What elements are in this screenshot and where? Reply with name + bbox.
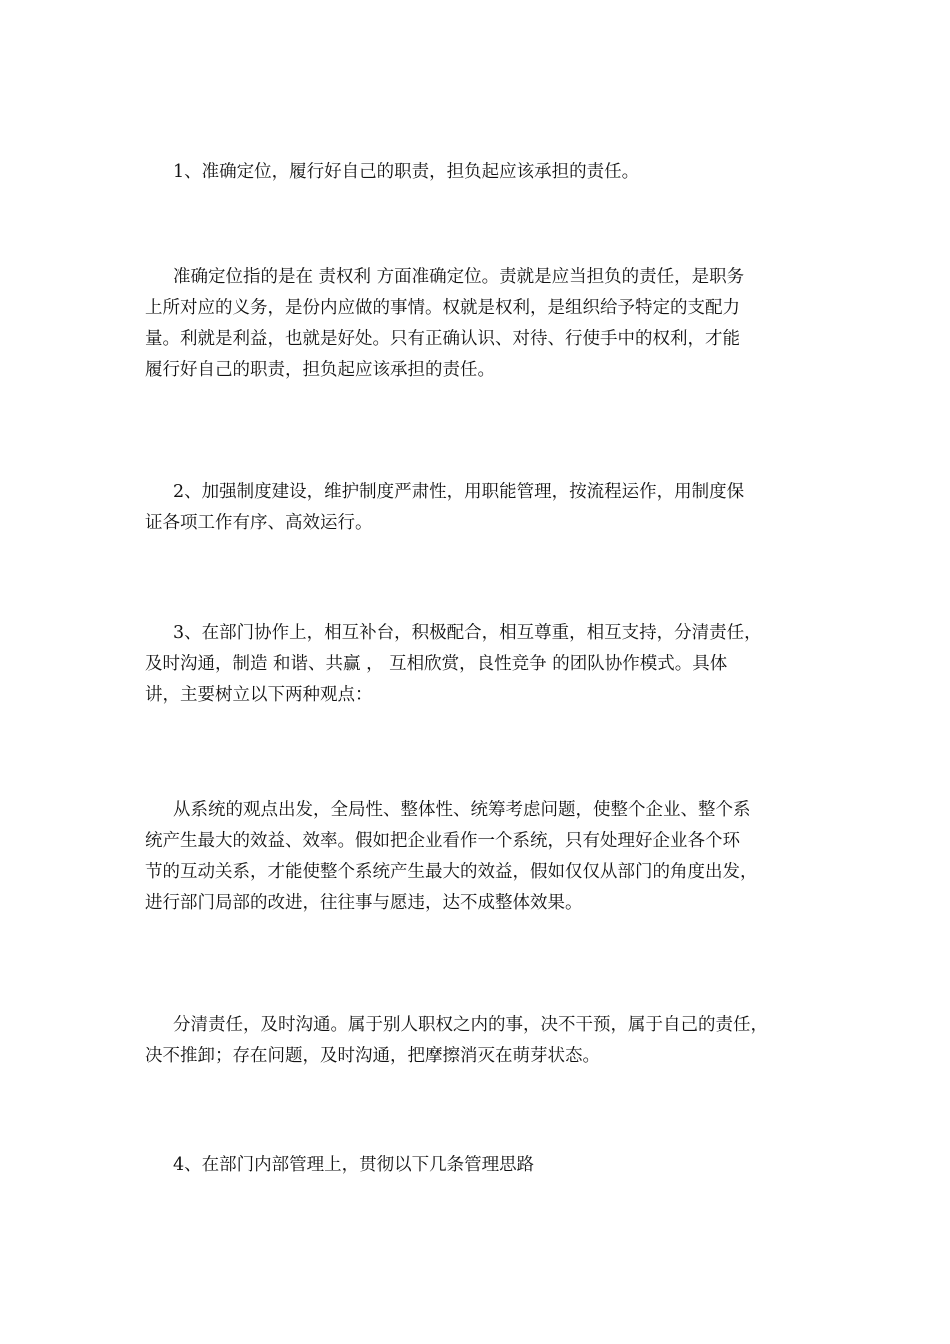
paragraph-line: 统产生最大的效益、效率。假如把企业看作一个系统，只有处理好企业各个环 xyxy=(145,831,740,851)
paragraph-line: 分清责任，及时沟通。属于别人职权之内的事，决不干预，属于自己的责任， xyxy=(173,1015,768,1035)
paragraph-1 xyxy=(145,157,805,188)
paragraph-line: 上所对应的义务，是份内应做的事情。权就是权利，是组织给予特定的支配力 xyxy=(145,298,740,318)
paragraph-line: 履行好自己的职责，担负起应该承担的责任。 xyxy=(145,360,495,380)
paragraph-line: 决不推卸；存在问题，及时沟通，把摩擦消灭在萌芽状态。 xyxy=(145,1046,600,1066)
paragraph-line: 1、准确定位，履行好自己的职责，担负起应该承担的责任。 xyxy=(173,162,640,182)
paragraph-line: 进行部门局部的改进，往往事与愿违，达不成整体效果。 xyxy=(145,893,583,913)
paragraph-line: 准确定位指的是在 责权利 方面准确定位。责就是应当担负的责任，是职务 xyxy=(173,267,745,287)
paragraph-5 xyxy=(145,795,805,919)
paragraph-6 xyxy=(145,1010,805,1072)
paragraph-line: 证各项工作有序、高效运行。 xyxy=(145,513,373,533)
paragraph-7 xyxy=(145,1150,805,1181)
paragraph-line: 从系统的观点出发，全局性、整体性、统筹考虑问题，使整个企业、整个系 xyxy=(173,800,751,820)
paragraph-line: 3、在部门协作上，相互补台，积极配合，相互尊重，相互支持，分清责任， xyxy=(173,623,762,643)
paragraph-line: 及时沟通，制造 和谐、共赢 ， 互相欣赏，良性竞争 的团队协作模式。具体 xyxy=(145,654,728,674)
paragraph-3 xyxy=(145,477,805,539)
paragraph-line: 量。利就是利益，也就是好处。只有正确认识、对待、行使手中的权利，才能 xyxy=(145,329,740,349)
paragraph-line: 2、加强制度建设，维护制度严肃性，用职能管理，按流程运作，用制度保 xyxy=(173,482,745,502)
paragraph-4 xyxy=(145,618,805,711)
paragraph-line: 讲，主要树立以下两种观点： xyxy=(145,685,373,705)
paragraph-line: 4、在部门内部管理上，贯彻以下几条管理思路 xyxy=(173,1155,535,1175)
paragraph-2 xyxy=(145,262,805,386)
paragraph-line: 节的互动关系，才能使整个系统产生最大的效益，假如仅仅从部门的角度出发， xyxy=(145,862,758,882)
